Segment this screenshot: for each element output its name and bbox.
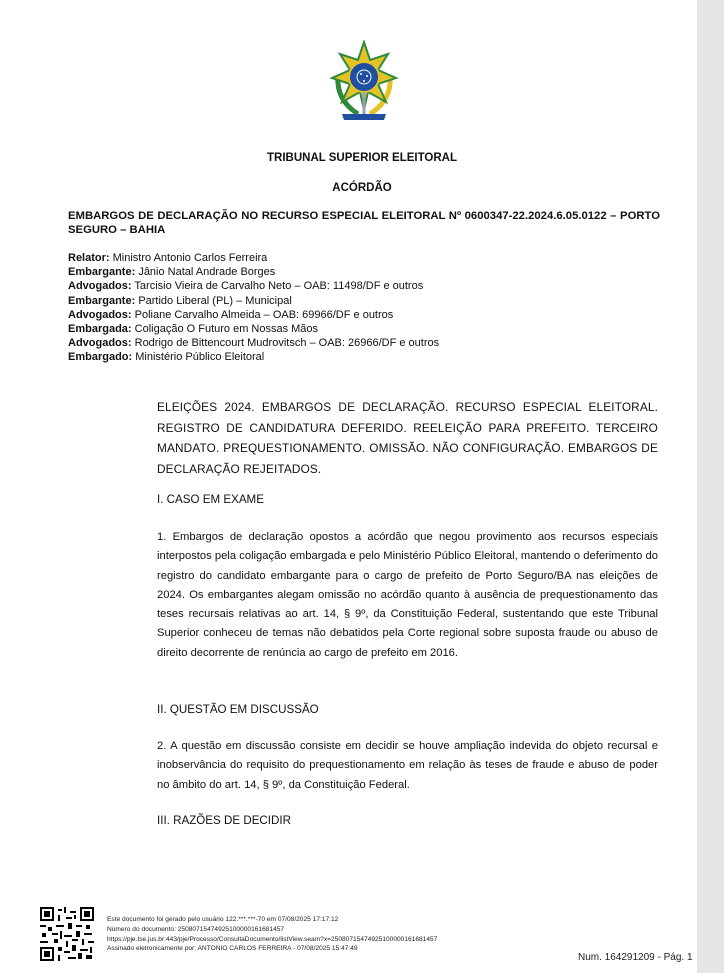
parties-list [68,251,628,365]
party-label: Advogados: [68,280,132,293]
case-heading: EMBARGOS DE DECLARAÇÃO NO RECURSO ESPECIAL ELEITORAL Nº 0600347-22.2024.6.05.0122 – PORTO SEGURO – BAHIA [68,210,660,236]
section-1-title: I. CASO EM EXAME [157,493,264,506]
party-row [68,322,628,336]
footer-link[interactable]: https://pje.tse.jus.br:443/pje/Processo/ConsultaDocumento/listView.seam?x=25080715474925100000161681457 [107,935,438,943]
party-label: Embargada: [68,323,132,336]
party-row [68,265,628,279]
footer-line: Número do documento: 25080715474925100000161681457 [107,925,285,933]
party-label: Embargante: [68,266,136,279]
party-row [68,308,628,322]
party-label: Embargante: [68,294,136,307]
party-value: Rodrigo de Bittencourt Mudrovitsch – OAB: 26966/DF e outros [134,337,440,350]
brazil-coat-of-arms-icon [328,40,400,126]
party-row [68,350,628,364]
section-3-title: III. RAZÕES DE DECIDIR [157,814,291,827]
party-row [68,294,628,308]
party-value: Ministro Antonio Carlos Ferreira [112,252,268,264]
footer-line: Este documento foi gerado pelo usuário 122.***.***-70 em 07/08/2025 17:17:12 [107,916,339,923]
footer-line: Assinado eletronicamente por: ANTONIO CARLOS FERREIRA - 07/08/2025 15:47:49 [107,945,358,953]
party-label: Advogados: [68,308,132,321]
party-label: Advogados: [68,337,132,350]
qr-code-icon [40,907,94,961]
ementa-summary: ELEIÇÕES 2024. EMBARGOS DE DECLARAÇÃO. RECURSO ESPECIAL ELEITORAL. REGISTRO DE CANDIDATURA DEFERIDO. REELEIÇÃO PARA PREFEITO. TERCEIRO MANDATO. PREQUESTIONAMENTO. OMISSÃO. NÃO CONFIGURAÇÃO. EMBARGOS DE DECLARAÇÃO REJEITADOS. [157,400,658,476]
party-row [68,336,628,350]
party-value: Coligação O Futuro em Nossas Mãos [134,323,319,336]
section-1-text: 1. Embargos de declaração opostos a acórdão que negou provimento aos recursos especiais interpostos pela coligação embargada e pelo Ministério Público Eleitoral, mantendo o deferimento do registro do candidato embargante para o cargo de prefeito de Porto Seguro/BA nas eleições de 2024. Os embargantes alegam omissão no acórdão quanto à ausência de prequestionamento das teses recursais relativas ao art. 14, § 9º, da Constituição Federal, sustentando que este Tribunal Superior conheceu de temas não debatidos pela Corte regional sobre suposta fraude ou abuso de direito decorrente de renúncia ao cargo de prefeito em 2016. [157,531,658,659]
footer-metadata [107,915,437,954]
party-value: Tarcisio Vieira de Carvalho Neto – OAB: 11498/DF e outros [134,280,424,293]
document-type: ACÓRDÃO [332,182,392,194]
section-2-title: II. QUESTÃO EM DISCUSSÃO [157,703,319,716]
party-value: Poliane Carvalho Almeida – OAB: 69966/DF e outros [134,308,394,321]
section-2-text: 2. A questão em discussão consiste em decidir se houve ampliação indevida do objeto recursal e inobservância do requisito do prequestionamento em relação às teses de fraude e abuso de poder no âmbito do art. 14, § 9º, da Constituição Federal. [157,740,658,791]
party-row [68,279,628,293]
party-value: Jânio Natal Andrade Borges [138,266,276,279]
party-row [68,251,628,265]
party-label: Relator: [68,252,110,264]
party-value: Partido Liberal (PL) – Municipal [138,294,292,307]
party-label: Embargado: [68,351,133,364]
page-number: Num. 164291209 - Pág. 1 [578,952,693,963]
court-title: TRIBUNAL SUPERIOR ELEITORAL [267,152,457,164]
party-value: Ministério Público Eleitoral [135,351,265,364]
viewer-margin [697,0,724,973]
